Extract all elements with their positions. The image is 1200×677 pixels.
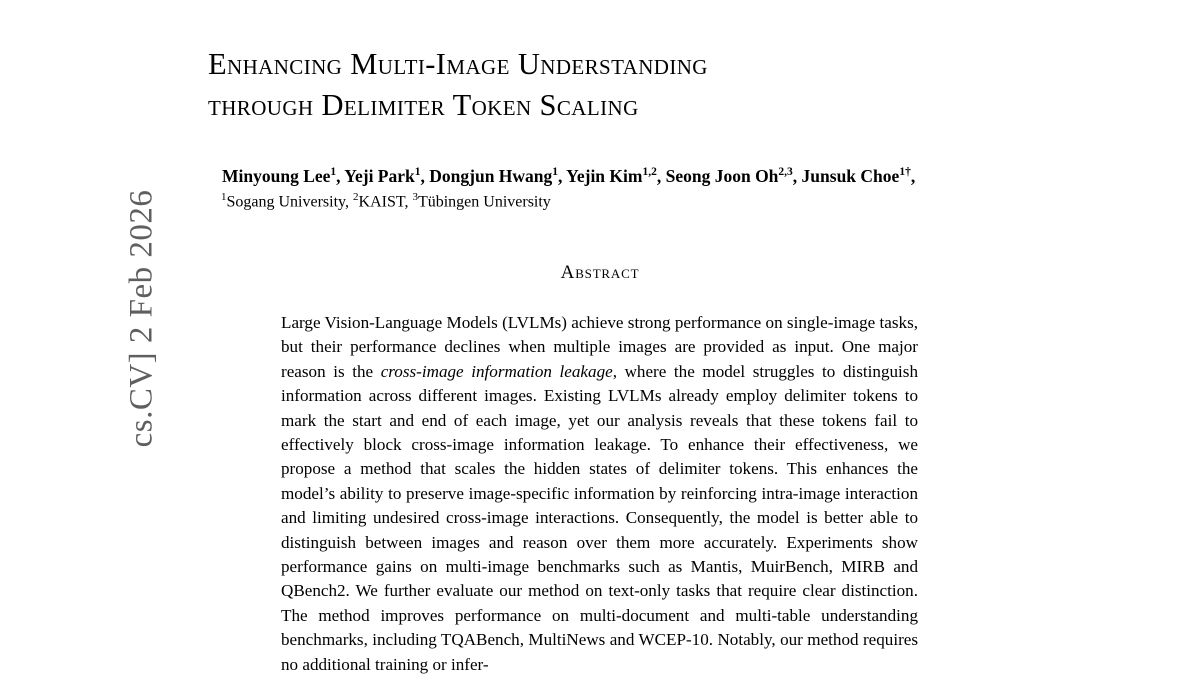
affiliation-list: $^1$Sogang University, $^2$KAIST, $^3$Tübingen University [221,191,551,211]
page-title [208,44,968,126]
author-junsuk-choe: Junsuk Choe$^{1\dagger}$ [801,165,911,186]
author-seong-joon-oh: Seong Joon Oh$^{2,3}$ [665,165,793,186]
author-dongjun-hwang: Dongjun Hwang$^1$ [429,165,559,186]
abstract-text-part-1: Large Vision-Language Models (LVLMs) achieve strong performance on single-image tasks, but their performance declines when multiple images are provided as input. One major reason is the [281,313,918,381]
author-minyoung-lee: Minyoung Lee$^1$ [222,165,337,186]
author-list: Minyoung Lee$^1$, Yeji Park$^1$, Dongjun Hwang$^1$, Yejin Kim$^{1,2}$, Seong Joon Oh$^{2,3}$, Junsuk Choe$^{1\dagger}$, [222,165,916,186]
abstract-heading: Abstract [560,262,640,283]
arxiv-identifier-stamp: cs.CV] 2 Feb 2026 [123,189,160,448]
abstract-emphasized-term: cross-image information leakage [380,361,613,381]
author-yejin-kim: Yejin Kim$^{1,2}$ [566,165,657,186]
abstract-body [281,311,918,677]
page-title-line-2: through Delimiter Token Scaling [208,88,639,122]
author-yeji-park: Yeji Park$^1$ [344,165,421,186]
page-title-line-1: Enhancing Multi-Image Understanding [208,47,708,81]
abstract-text-part-2: , where the model struggles to distinguish information across different images. Existing LVLMs already employ delimiter tokens to mark the start and end of each image, yet our analysis reveals that these tokens fail to effectively block cross-image information leakage. To enhance their effectiveness, we propose a method that scales the hidden states of delimiter tokens. This enhances the model’s ability to preserve image-specific information by reinforcing intra-image interaction and limiting undesired cross-image interactions. Consequently, the model is better able to distinguish between images and reason over them more accurately. Experiments show performance gains on multi-image benchmarks such as Mantis, MuirBench, MIRB and QBench2. We further evaluate our method on text-only tasks that require clear distinction. The method improves performance on multi-document and multi-table understanding benchmarks, including TQABench, MultiNews and WCEP-10. Notably, our method requires no additional training or infer- [281,361,918,674]
